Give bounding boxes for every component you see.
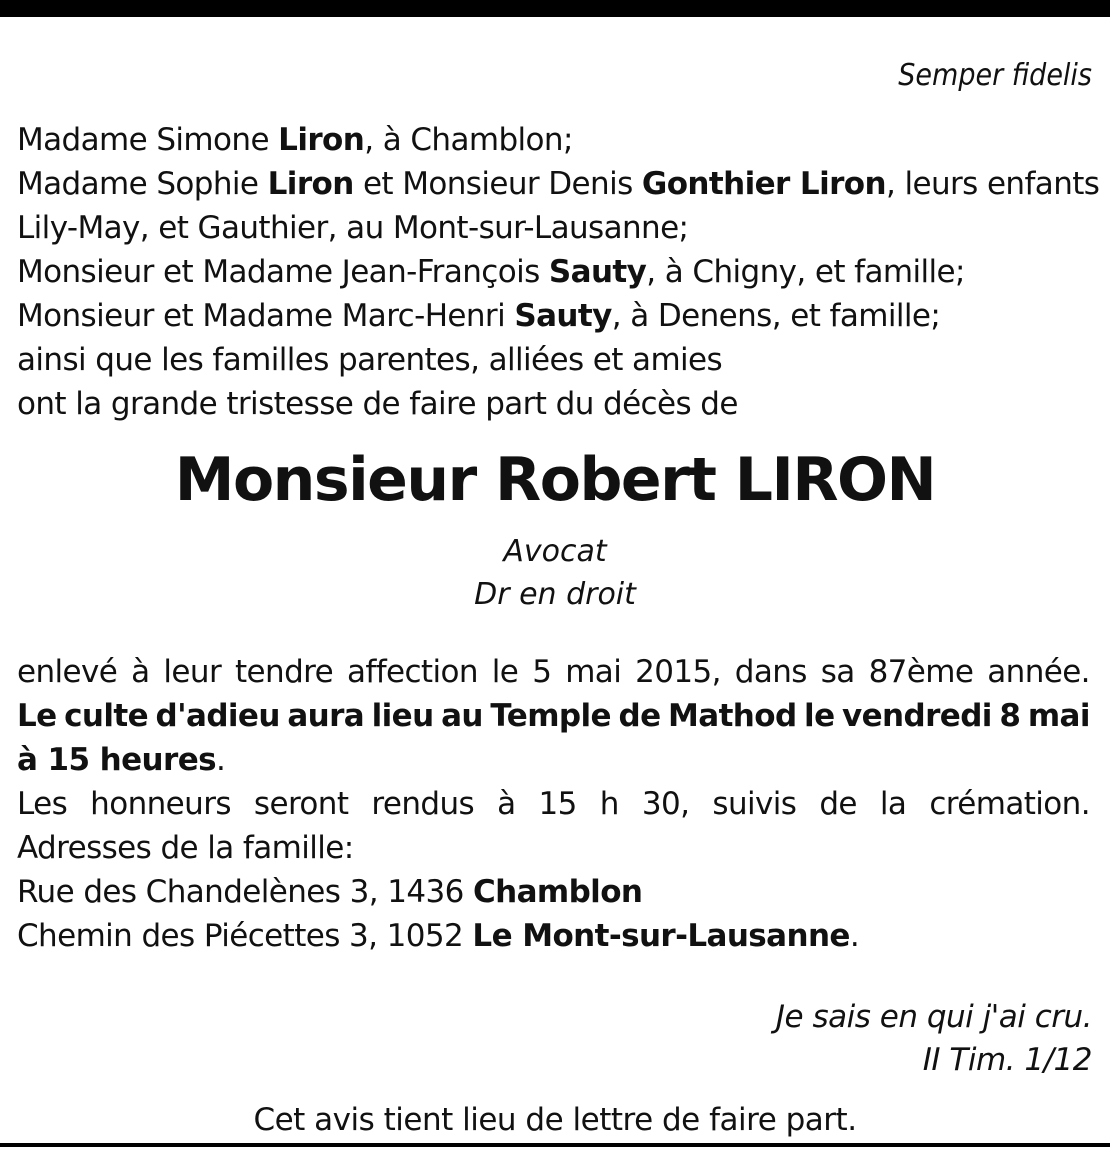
deceased-name: Monsieur Robert LIRON	[174, 445, 936, 515]
footer-note: Cet avis tient lieu de lettre de faire part.	[253, 1102, 857, 1138]
word: crémation.	[929, 786, 1090, 822]
passing-line	[17, 650, 1090, 694]
word: 87ème	[868, 654, 974, 690]
word: h	[599, 786, 619, 822]
word: vendredi	[842, 698, 992, 734]
profession: Avocat	[503, 534, 607, 569]
word: 5	[532, 654, 552, 690]
word: aura	[287, 698, 365, 734]
family-line: Lily-May, et Gauthier, au Mont-sur-Lausanne;	[17, 210, 689, 246]
word: lieu	[371, 698, 434, 734]
word: le	[491, 654, 519, 690]
word: enlevé	[17, 654, 118, 690]
word: à	[131, 654, 150, 690]
honors-line	[17, 782, 1090, 826]
word: la	[879, 786, 907, 822]
word: Temple	[490, 698, 611, 734]
word: leur	[163, 654, 222, 690]
word: 8	[999, 698, 1021, 734]
word: de	[819, 786, 857, 822]
word: 2015,	[635, 654, 721, 690]
word: mai	[565, 654, 622, 690]
word: année.	[987, 654, 1090, 690]
addresses-label: Adresses de la famille:	[17, 830, 354, 866]
word: honneurs	[90, 786, 231, 822]
word: seront	[253, 786, 349, 822]
word: sa	[820, 654, 855, 690]
ceremony-time-line: à 15 heures.	[17, 742, 226, 778]
family-list	[17, 118, 1100, 426]
word: à	[497, 786, 516, 822]
address-2: Chemin des Piécettes 3, 1052 Le Mont-sur-Lausanne.	[17, 918, 860, 954]
family-line: Madame Sophie Liron et Monsieur Denis Gonthier Liron, leurs enfants	[17, 166, 1100, 202]
word: mai	[1027, 698, 1090, 734]
word: Les	[17, 786, 68, 822]
word: de	[618, 698, 661, 734]
word: d'adieu	[155, 698, 280, 734]
ceremony-line	[17, 694, 1090, 738]
verse-reference: II Tim. 1/12	[922, 1042, 1092, 1078]
family-line: ont la grande tristesse de faire part du décès de	[17, 386, 738, 422]
word: dans	[734, 654, 807, 690]
family-line: ainsi que les familles parentes, alliées et amies	[17, 342, 723, 378]
notice-body	[17, 650, 1090, 958]
word: suivis	[712, 786, 797, 822]
family-line: Madame Simone Liron, à Chamblon;	[17, 122, 573, 158]
family-line: Monsieur et Madame Marc-Henri Sauty, à Denens, et famille;	[17, 298, 941, 334]
bible-verse	[776, 996, 1092, 1082]
word: Mathod	[668, 698, 797, 734]
word: culte	[64, 698, 149, 734]
motto: Semper fidelis	[898, 58, 1092, 93]
word: 15	[538, 786, 577, 822]
bottom-border-rule	[0, 1143, 1110, 1147]
verse-text: Je sais en qui j'ai cru.	[775, 999, 1092, 1035]
word: affection	[346, 654, 478, 690]
deceased-titles	[0, 530, 1110, 616]
word: Le	[17, 698, 57, 734]
address-1: Rue des Chandelènes 3, 1436 Chamblon	[17, 874, 643, 910]
word: 30,	[641, 786, 690, 822]
top-border-rule	[0, 0, 1110, 17]
word: tendre	[235, 654, 334, 690]
word: au	[441, 698, 483, 734]
family-line: Monsieur et Madame Jean-François Sauty, à Chigny, et famille;	[17, 254, 965, 290]
degree: Dr en droit	[474, 577, 636, 612]
word: rendus	[371, 786, 475, 822]
word: le	[804, 698, 835, 734]
